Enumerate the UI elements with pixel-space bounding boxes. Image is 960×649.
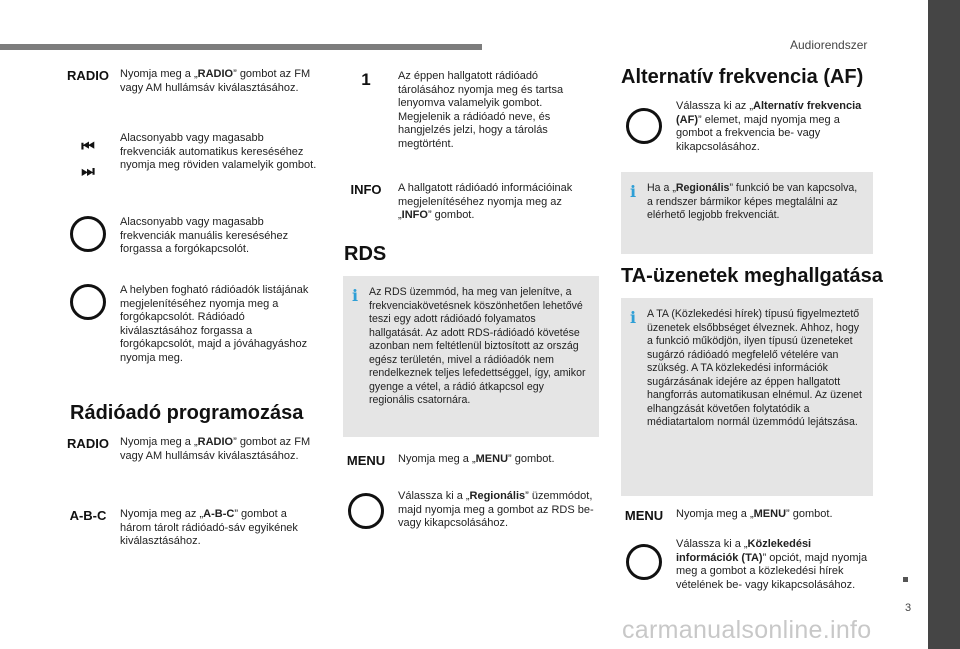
info-box-regional (621, 172, 873, 254)
seek-prev-icon: ⏮ (81, 138, 95, 155)
row-menu-2 (618, 508, 878, 523)
rotary-knob-icon (348, 493, 384, 529)
section-title: Audiorendszer (790, 38, 868, 52)
page-marker (903, 577, 908, 582)
row-abc-text: Nyomja meg az „A-B-C” gombot a három tárolt rádióadó-sáv egyikének kiválasztásához. (120, 508, 298, 547)
radio-button-label: RADIO (67, 68, 109, 83)
abc-button-label: A-B-C (69, 508, 107, 523)
row-radio (62, 68, 322, 95)
row-ta (618, 538, 878, 592)
row-radio-2-text: Nyomja meg a „RADIO” gombot az FM vagy AM hullámsáv kiválasztásához. (120, 436, 311, 462)
row-preset-1-text: Az éppen hallgatott rádióadó tárolásához nyomja meg és tartsa lenyomva valamelyik gombot. Megjelenik a rádióadó neve, és hangjelzés jelzi, hogy a tárolás megtörtént. (398, 70, 564, 150)
row-abc (62, 508, 322, 549)
page-number: 3 (905, 602, 912, 614)
row-af (618, 100, 878, 154)
row-menu-2-text: Nyomja meg a „MENU” gombot. (676, 508, 833, 520)
rotary-knob-icon (70, 284, 106, 320)
row-manual (62, 216, 322, 257)
row-radio-text: Nyomja meg a „RADIO” gombot az FM vagy AM hullámsáv kiválasztásához. (120, 68, 311, 94)
info-button-label: INFO (350, 182, 382, 197)
row-list (62, 284, 322, 365)
row-menu (340, 453, 600, 468)
rotary-knob-icon (626, 544, 662, 580)
radio-button-label: RADIO (67, 436, 109, 451)
info-regional-text: Ha a „Regionális” funkció be van kapcsolva, a rendszer bármikor képes megtalálni az elérhető legjobb frekvenciát. (647, 182, 858, 221)
row-ta-text: Válassza ki a „Közlekedési információk (TA)” opciót, majd nyomja meg a gombot a közlekedési hírek vételének be- vagy kikapcsolásához. (676, 538, 868, 591)
row-info (340, 182, 600, 223)
info-rds-text: Az RDS üzemmód, ha meg van jelenítve, a frekvenciakövetésnek köszönhetően lehetővé teszi egy adott rádióadó folyamatos hallgatását. Az adott RDS-rádióadó követése azonban nem feltétlenül biztosított az ország egész területén, mivel a rádióadók nem rendelkeznek teljes lefedettséggel, így, amikor gyenge a vétel, a rádió átkapcsol egy regionális csatornára. (369, 286, 586, 406)
row-af-text: Válassza ki az „Alternatív frekvencia (AF)” elemet, majd nyomja meg a gombot a frekvencia be- vagy kikapcsolásához. (676, 100, 862, 153)
row-seek-text: Alacsonyabb vagy magasabb frekvenciák automatikus kereséséhez nyomja meg röviden valamelyik gombot. (120, 132, 317, 171)
row-seek (62, 132, 322, 180)
progress-bar (0, 44, 482, 50)
menu-button-label: MENU (346, 453, 386, 468)
row-info-text: A hallgatott rádióadó információinak megjelenítéséhez nyomja meg az „INFO” gombot. (398, 182, 573, 221)
seek-next-icon: ⏭ (81, 163, 95, 180)
row-list-text: A helyben fogható rádióadók listájának megjelenítéséhez nyomja meg a forgókapcsolót. Rádióadó kiválasztásához forgassa a forgókapcsolót, majd a jóváhagyáshoz nyomja meg. (120, 284, 309, 364)
row-preset-1 (340, 70, 600, 151)
heading-rds: RDS (344, 243, 387, 265)
info-icon: i (352, 286, 359, 305)
menu-button-label: MENU (624, 508, 664, 523)
info-ta-text: A TA (Közlekedési hírek) típusú figyelmeztető üzenetek elsőbbséget élveznek. Ahhoz, hogy a funkció működjön, ilyen típusú üzeneteket sugárzó rádióadó megfelelő vételére van szükség. A TA közlekedési információk sugárzásának idejére az éppen hallgatott hangforrás automatikusan elnémul. Az üzenet elhangzását követően folytatódik a médiatartalom normál üzemmódú lejátszása. (647, 308, 862, 428)
heading-af: Alternatív frekvencia (AF) (621, 66, 864, 88)
row-manual-text: Alacsonyabb vagy magasabb frekvenciák manuális kereséséhez forgassa a forgókapcsolót. (120, 216, 289, 255)
heading-ta: TA-üzenetek meghallgatása (621, 265, 883, 287)
info-icon: i (630, 308, 637, 327)
row-regional (340, 490, 600, 531)
info-box-ta (621, 298, 873, 496)
rotary-knob-icon (626, 108, 662, 144)
preset-1-label: 1 (361, 70, 371, 89)
info-box-rds (343, 276, 599, 437)
heading-radio-programming: Rádióadó programozása (70, 402, 304, 424)
row-menu-text: Nyomja meg a „MENU” gombot. (398, 453, 555, 465)
row-regional-text: Válassza ki a „Regionális” üzemmódot, majd nyomja meg a gombot az RDS be- vagy kikapcsolásához. (398, 490, 594, 529)
row-radio-2 (62, 436, 322, 463)
info-icon: i (630, 182, 637, 201)
sidebar-strip (928, 0, 960, 649)
watermark: carmanualsonline.info (622, 616, 872, 644)
rotary-knob-icon (70, 216, 106, 252)
